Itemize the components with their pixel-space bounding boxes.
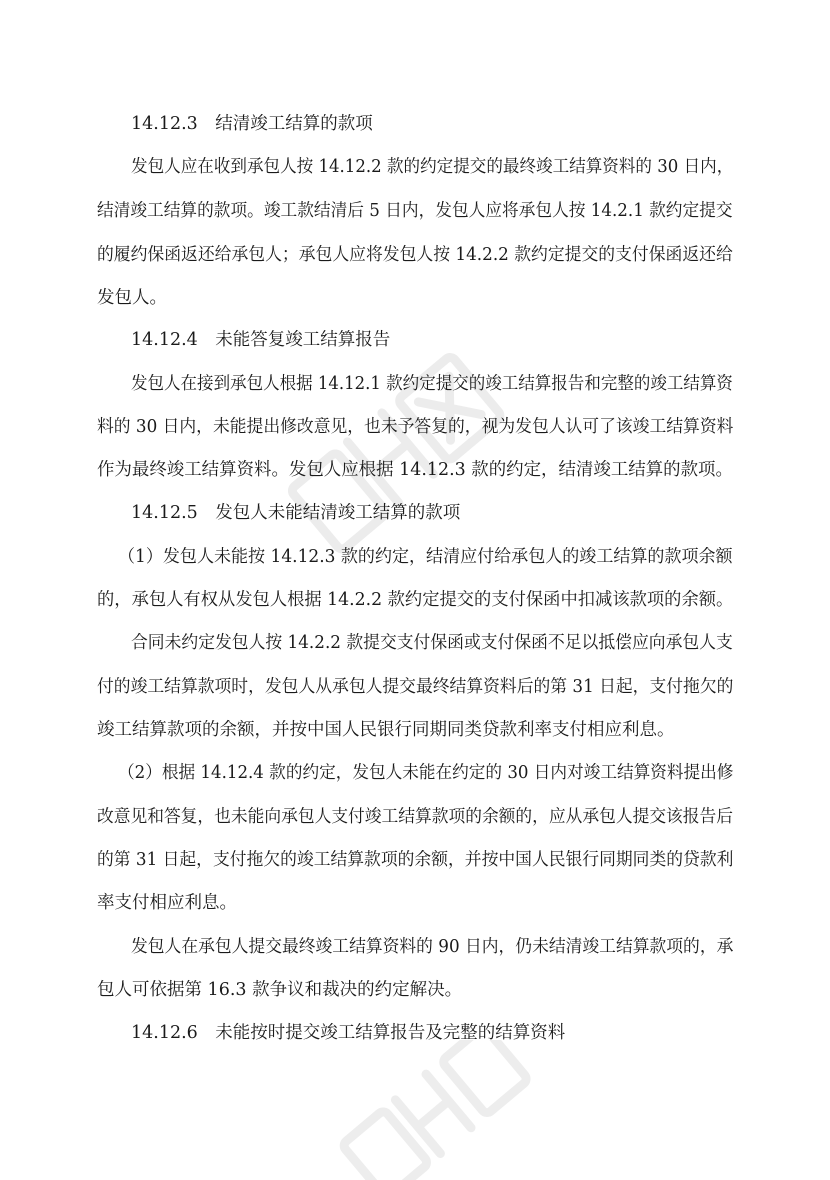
paragraph-line: 率支付相应利息。 bbox=[97, 893, 237, 913]
paragraph-line: 作为最终竣工结算资料。发包人应根据 14.12.3 款的约定，结清竣工结算的款项。 bbox=[97, 460, 733, 480]
watermark-graphic-bottom bbox=[300, 1040, 560, 1180]
paragraph-line: 料的 30 日内，未能提出修改意见，也未予答复的，视为发包人认可了该竣工结算资料 bbox=[97, 417, 734, 437]
paragraph-line: 竣工结算款项的余额，并按中国人民银行同期同类贷款利率支付相应利息。 bbox=[97, 720, 675, 740]
paragraph-line: 包人可依据第 16.3 款争议和裁决的约定解决。 bbox=[97, 980, 463, 1000]
paragraph-line: （2）根据 14.12.4 款的约定，发包人未能在约定的 30 日内对竣工结算资料提出修 bbox=[118, 763, 734, 783]
paragraph-line: 结清竣工结算的款项。竣工款结清后 5 日内，发包人应将承包人按 14.2.1 款约定提交 bbox=[97, 201, 733, 221]
paragraph-line: 发包人在承包人提交最终竣工结算资料的 90 日内，仍未结清竣工结算款项的，承 bbox=[131, 937, 734, 957]
paragraph-line: 的第 31 日起，支付拖欠的竣工结算款项的余额，并按中国人民银行同期同类的贷款利 bbox=[97, 850, 734, 870]
paragraph-line: 付的竣工结算款项时，发包人从承包人提交最终结算资料后的第 31 日起，支付拖欠的 bbox=[97, 677, 734, 697]
paragraph-line: 改意见和答复，也未能向承包人支付竣工结算款项的余额的，应从承包人提交该报告后 bbox=[97, 807, 734, 827]
paragraph-line: 合同未约定发包人按 14.2.2 款提交支付保函或支付保函不足以抵偿应向承包人支 bbox=[131, 633, 733, 653]
paragraph-line: 的履约保函返还给承包人；承包人应将发包人按 14.2.2 款约定提交的支付保函返还给 bbox=[97, 245, 733, 265]
section-heading-14-12-4: 14.12.4 未能答复竣工结算报告 bbox=[131, 330, 391, 350]
section-heading-14-12-3: 14.12.3 结清竣工结算的款项 bbox=[131, 114, 373, 134]
section-heading-14-12-5: 14.12.5 发包人未能结清竣工结算的款项 bbox=[131, 503, 461, 523]
section-heading-14-12-6: 14.12.6 未能按时提交竣工结算报告及完整的结算资料 bbox=[131, 1023, 566, 1043]
paragraph-line: 的，承包人有权从发包人根据 14.2.2 款约定提交的支付保函中扣减该款项的余额。 bbox=[97, 590, 734, 610]
paragraph-line: （1）发包人未能按 14.12.3 款的约定，结清应付给承包人的竣工结算的款项余额 bbox=[118, 547, 733, 567]
paragraph-line: 发包人应在收到承包人按 14.12.2 款的约定提交的最终竣工结算资料的 30 日内， bbox=[131, 157, 734, 177]
paragraph-line: 发包人在接到承包人根据 14.12.1 款约定提交的竣工结算报告和完整的竣工结算资 bbox=[131, 374, 733, 394]
paragraph-line: 发包人。 bbox=[97, 288, 167, 308]
